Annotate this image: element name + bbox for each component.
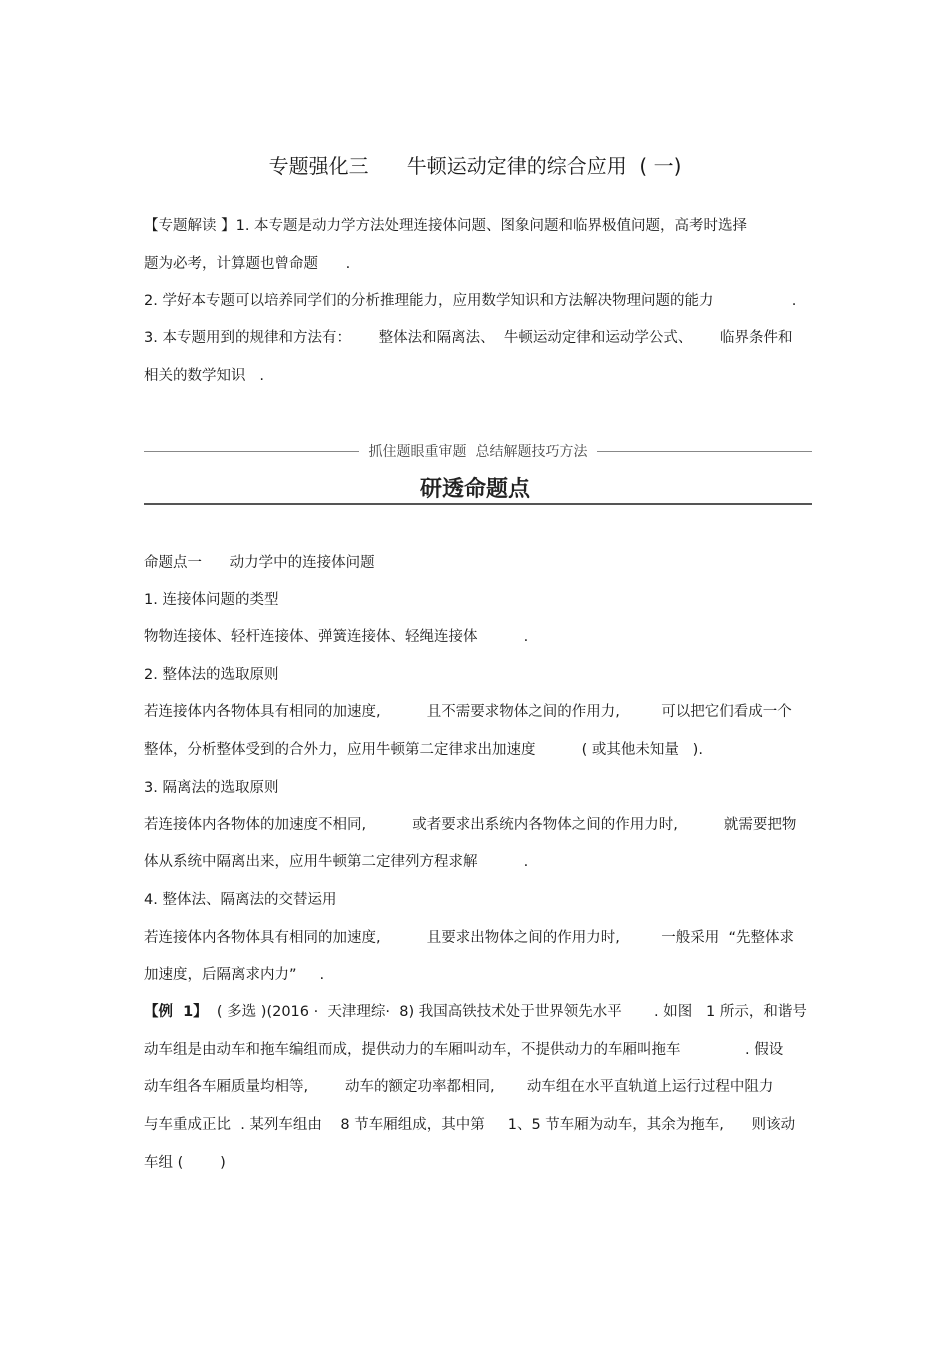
banner-rule-left [144, 451, 359, 452]
page-title: 专题强化三 牛顿运动定律的综合应用 ( 一) [268, 154, 682, 178]
section-banner [144, 441, 812, 461]
body-line: 2. 整体法的选取原则 [144, 667, 279, 683]
banner-rule-right [597, 451, 812, 452]
body-line: 3. 隔离法的选取原则 [144, 780, 279, 796]
body-line: 4. 整体法、隔离法的交替运用 [144, 892, 337, 908]
intro-line-2: 题为必考，计算题也曾命题 . [144, 256, 351, 272]
body-line: 物物连接体、轻杆连接体、弹簧连接体、轻绳连接体 . [144, 629, 529, 645]
intro-line-3: 2. 学好本专题可以培养同学们的分析推理能力，应用数学知识和方法解决物理问题的能力 . [144, 293, 797, 309]
intro-text-1: 1. 本专题是动力学方法处理连接体问题、图象问题和临界极值问题，高考时选择 [235, 218, 748, 234]
body-line: 整体，分析整体受到的合外力，应用牛顿第二定律求出加速度 ( 或其他未知量 ). [144, 742, 703, 758]
example-text-1: ( 多选 )(2016 · 天津理综· 8) 我国高铁技术处于世界领先水平 . 如图 1 所示，和谐号 [207, 1004, 807, 1020]
example-line-5: 车组 ( ) [144, 1155, 226, 1171]
intro-line-5: 相关的数学知识 . [144, 368, 264, 384]
body-line: 命题点一 动力学中的连接体问题 [144, 555, 375, 571]
example-line-3: 动车组各车厢质量均相等, 动车的额定功率都相同, 动车组在水平直轨道上运行过程中阻力 [144, 1079, 774, 1095]
example-line-1 [144, 1002, 807, 1022]
section-divider [144, 503, 812, 505]
intro-line-1 [144, 216, 747, 236]
body-line: 若连接体内各物体具有相同的加速度, 且要求出物体之间的作用力时, 一般采用 “先整体求 [144, 930, 795, 946]
body-line: 体从系统中隔离出来，应用牛顿第二定律列方程求解 . [144, 854, 529, 870]
body-line: 若连接体内各物体具有相同的加速度, 且不需要求物体之间的作用力, 可以把它们看成一个 [144, 704, 792, 720]
intro-line-4: 3. 本专题用到的规律和方法有： 整体法和隔离法、 牛顿运动定律和运动学公式、 临界条件和 [144, 330, 793, 346]
body-line: 1. 连接体问题的类型 [144, 592, 279, 608]
example-line-4: 与车重成正比 . 某列车组由 8 节车厢组成，其中第 1、5 节车厢为动车，其余为拖车, 则该动 [144, 1117, 796, 1133]
banner-tagline: 抓住题眼重审题 总结解题技巧方法 [368, 444, 588, 460]
body-line: 加速度，后隔离求内力” . [144, 967, 325, 983]
intro-tag: 【专题解读 】 [144, 218, 236, 234]
body-line: 若连接体内各物体的加速度不相同, 或者要求出系统内各物体之间的作用力时, 就需要把物 [144, 817, 797, 833]
example-label: 【例 1】 [144, 1004, 208, 1020]
example-line-2: 动车组是由动车和拖车编组而成，提供动力的车厢叫动车，不提供动力的车厢叫拖车 . 假设 [144, 1042, 784, 1058]
section-heading: 研透命题点 [419, 477, 530, 502]
